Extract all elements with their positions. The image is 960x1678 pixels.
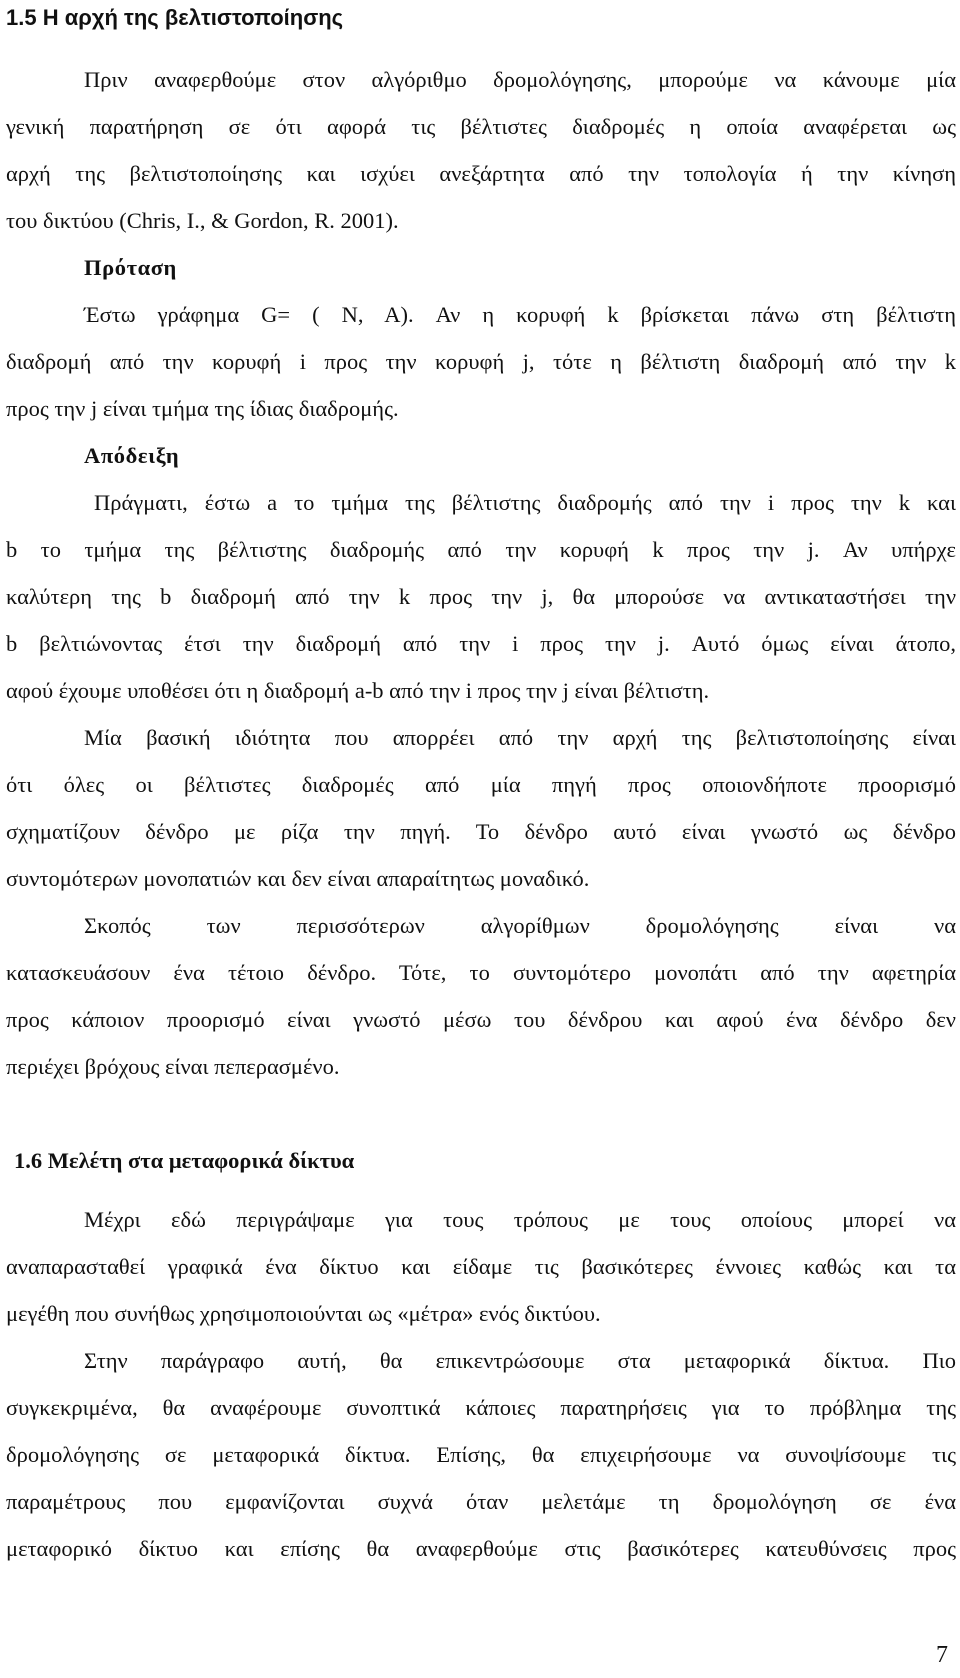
section-title-1-6: 1.6 Μελέτη στα μεταφορικά δίκτυα [14, 1148, 355, 1173]
body-line: δρομολόγησης σε μεταφορικά δίκτυα. Επίσης, θα επιχειρήσουμε να συνοψίσουμε τις [6, 1442, 956, 1467]
body-line: Μέχρι εδώ περιγράψαμε για τους τρόπους με τους οποίους μπορεί να [84, 1207, 956, 1232]
body-line: Έστω γράφημα G= ( N, A). Αν η κορυφή k βρίσκεται πάνω στη βέλτιστη [84, 302, 956, 327]
body-line: b βελτιώνοντας έτσι την διαδρομή από την i προς την j. Αυτό όμως είναι άτοπο, [6, 631, 956, 656]
body-line: καλύτερη της b διαδρομή από την k προς την j, θα μπορούσε να αντικαταστήσει την [6, 584, 956, 609]
body-line: b το τμήμα της βέλτιστης διαδρομής από την κορυφή k προς την j. Αν υπήρχε [6, 537, 956, 562]
body-line: κατασκευάσουν ένα τέτοιο δένδρο. Τότε, το συντομότερο μονοπάτι από την αφετηρία [6, 960, 956, 985]
body-line: Πριν αναφερθούμε στον αλγόριθμο δρομολόγησης, μπορούμε να κάνουμε μία [84, 67, 956, 92]
body-line: Σκοπός των περισσότερων αλγορίθμων δρομολόγησης είναι να [84, 913, 956, 938]
body-line: γενική παρατήρηση σε ότι αφορά τις βέλτιστες διαδρομές η οποία αναφέρεται ως [6, 114, 956, 139]
proof-heading: Απόδειξη [84, 443, 180, 468]
body-line: περιέχει βρόχους είναι πεπερασμένο. [6, 1054, 340, 1079]
body-line: ότι όλες οι βέλτιστες διαδρομές από μία πηγή προς οποιονδήποτε προορισμό [6, 772, 956, 797]
body-line: προς την j είναι τμήμα της ίδιας διαδρομής. [6, 396, 399, 421]
body-line: αφού έχουμε υποθέσει ότι η διαδρομή a-b από την i προς την j είναι βέλτιστη. [6, 678, 710, 703]
body-line: του δικτύου (Chris, I., & Gordon, R. 2001). [6, 208, 399, 233]
body-line: συντομότερων μονοπατιών και δεν είναι απαραίτητως μοναδικό. [6, 866, 590, 891]
body-line: σχηματίζουν δένδρο με ρίζα την πηγή. Το δένδρο αυτό είναι γνωστό ως δένδρο [6, 819, 956, 844]
body-line: διαδρομή από την κορυφή i προς την κορυφή j, τότε η βέλτιστη διαδρομή από την k [6, 349, 956, 374]
body-line: συγκεκριμένα, θα αναφέρουμε συνοπτικά κάποιες παρατηρήσεις για το πρόβλημα της [6, 1395, 956, 1420]
body-line: μεγέθη που συνήθως χρησιμοποιούνται ως «μέτρα» ενός δικτύου. [6, 1301, 601, 1326]
proposition-heading: Πρόταση [84, 255, 177, 280]
body-line: αναπαρασταθεί γραφικά ένα δίκτυο και είδαμε τις βασικότερες έννοιες καθώς και τα [6, 1254, 956, 1279]
body-line: Στην παράγραφο αυτή, θα επικεντρώσουμε στα μεταφορικά δίκτυα. Πιο [84, 1348, 956, 1373]
section-title-1-5: 1.5 Η αρχή της βελτιστοποίησης [6, 5, 344, 30]
body-line: αρχή της βελτιστοποίησης και ισχύει ανεξάρτητα από την τοπολογία ή την κίνηση [6, 161, 956, 186]
page-number: 7 [936, 1642, 948, 1668]
body-line: μεταφορικό δίκτυο και επίσης θα αναφερθούμε στις βασικότερες κατευθύνσεις προς [6, 1536, 956, 1561]
body-line: Μία βασική ιδιότητα που απορρέει από την αρχή της βελτιστοποίησης είναι [84, 725, 956, 750]
body-line: προς κάποιον προορισμό είναι γνωστό μέσω του δένδρου και αφού ένα δένδρο δεν [6, 1007, 956, 1032]
body-line: παραμέτρους που εμφανίζονται συχνά όταν μελετάμε τη δρομολόγηση σε ένα [6, 1489, 956, 1514]
body-line: Πράγματι, έστω a το τμήμα της βέλτιστης διαδρομής από την i προς την k και [94, 490, 956, 515]
